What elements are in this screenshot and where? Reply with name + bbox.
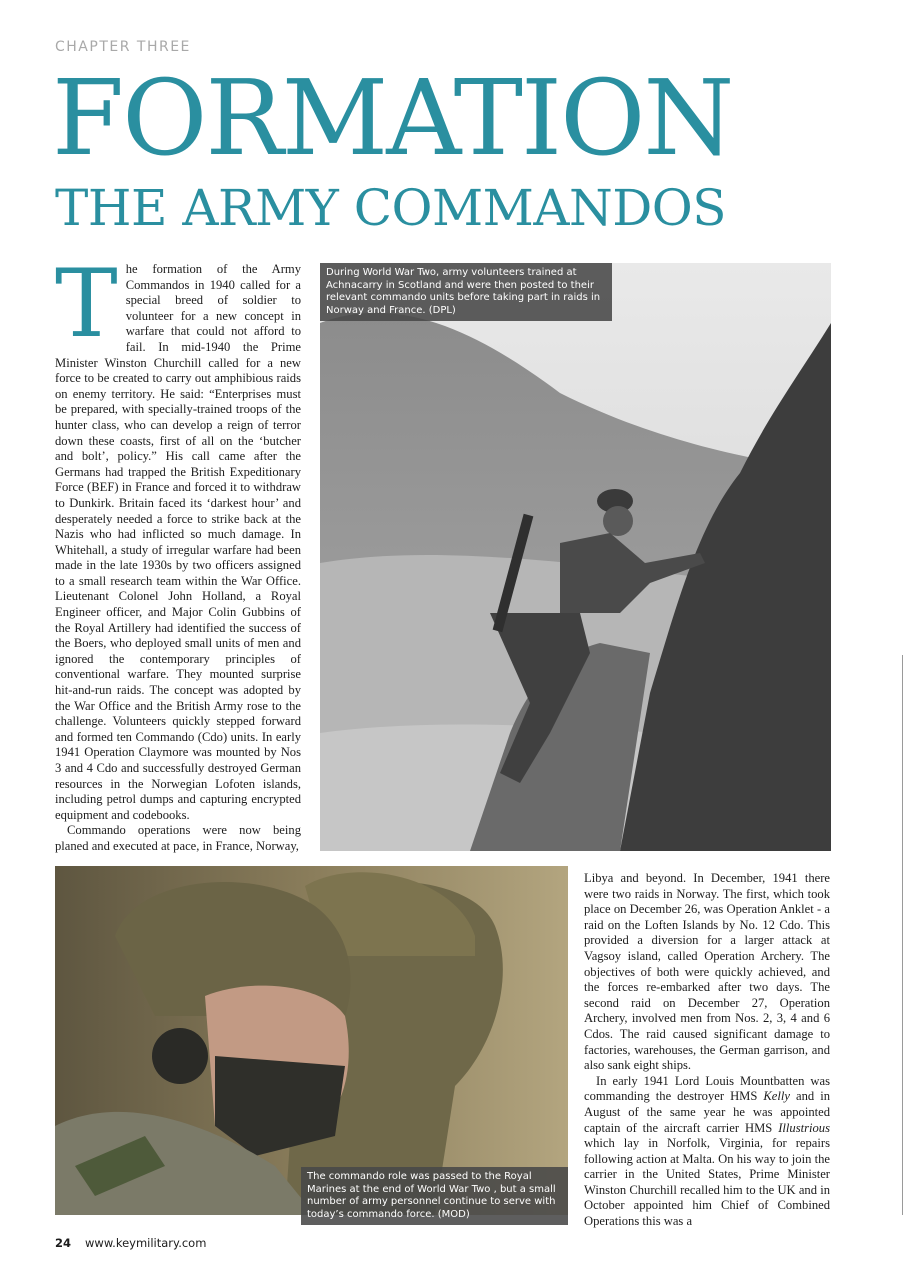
page-subtitle: THE ARMY COMMANDOS <box>55 179 727 237</box>
footer-website-link[interactable]: www.keymilitary.com <box>85 1236 207 1250</box>
article-paragraph-4 <box>584 1074 830 1230</box>
page-footer <box>55 1236 206 1250</box>
article-column-1 <box>55 250 301 855</box>
photo-caption: During World War Two, army volunteers trained at Achnacarry in Scotland and were then posted to their relevant commando units before taking part in raids in Norway and France. (DPL) <box>320 263 612 321</box>
photo-modern-commandos <box>55 866 568 1215</box>
page-number: 24 <box>55 1236 72 1250</box>
chapter-label: CHAPTER THREE <box>55 39 191 55</box>
paragraph-text: which lay in Norfolk, Virginia, for repairs following action at Malta. On his way to join the carrier in the United States, Prime Minister Winston Churchill recalled him to the UK and in October appointed him Chief of Combined Operations this was a <box>584 1136 830 1229</box>
photo-caption: The commando role was passed to the Royal Marines at the end of World War Two , but a small number of army personnel continue to serve with today’s commando force. (MOD) <box>301 1167 568 1225</box>
page-title: FORMATION <box>52 57 733 179</box>
article-paragraph-2: Commando operations were now being planed and executed at pace, in France, Norway, <box>55 823 301 853</box>
edge-rule <box>902 655 903 1215</box>
article-paragraph-1 <box>55 250 301 823</box>
article-column-2 <box>584 871 830 1230</box>
paragraph-text: he formation of the Army Commandos in 1940 called for a special breed of soldier to volunteer for a new concept in warfare that could not afford to fail. In mid-1940 the Prime Minister Winston Churchill called for a new force to be created to carry out amphibious raids on enemy territory. He said: “Enterprises must be prepared, with specially-trained troops of the hunter class, who can develop a reign of terror down these coasts, first of all on the ‘butcher and bolt’, policy.” His call came after the Germans had trapped the British Expeditionary Force (BEF) in France and forced it to withdraw to Dunkirk. Britain faced its ‘darkest hour’ and desperately needed a force to strike back at the Nazis who had inflicted so much damage. In Whitehall, a study of irregular warfare had been made in the late 1930s by two officers assigned to a small research team within the War Office. Lieutenant Colonel John Holland, a Royal Engineer officer, and Major Colin Gubbins of the Royal Artillery had identified the success of the Boers, who deployed small units of men and ignored the contemporary principles of conventional warfare. They mounted surprise hit-and-run raids. The concept was adopted by the War Office and the British Army rose to the challenge. Volunteers quickly stepped forward and formed ten Commando (Cdo) units. In early 1941 Operation Claymore was mounted by Nos 3 and 4 Cdo and successfully destroyed German resources in the Norwegian Lofoten islands, including petrol dumps and capturing encrypted equipment and codebooks. <box>55 262 301 822</box>
article-paragraph-3: Libya and beyond. In December, 1941 there were two raids in Norway. The first, which took place on December 26, was Operation Anklet - a raid on the Loften Islands by No. 12 Cdo. This provided a diversion for a larger attack at Vagsoy island, called Operation Archery. The objectives of both were quickly achieved, and the forces re-embarked after two days. The second raid on December 27, Operation Archery, involved men from Nos. 2, 3, 4 and 6 Cdos. The raid caused significant damage to factories, warehouses, the German garrison, and also sank eight ships. <box>584 871 830 1073</box>
drop-cap: T <box>55 250 118 359</box>
photo-commando-climbing <box>320 263 831 851</box>
ship-name-italic: Kelly <box>763 1089 790 1104</box>
paragraph-text: and in August of the same year he was appointed captain of the aircraft carrier HMS <box>584 1089 830 1135</box>
paragraph-text: In early 1941 Lord Louis Mountbatten was commanding the destroyer HMS <box>584 1073 830 1104</box>
ship-name-italic: Illustrious <box>778 1120 830 1135</box>
